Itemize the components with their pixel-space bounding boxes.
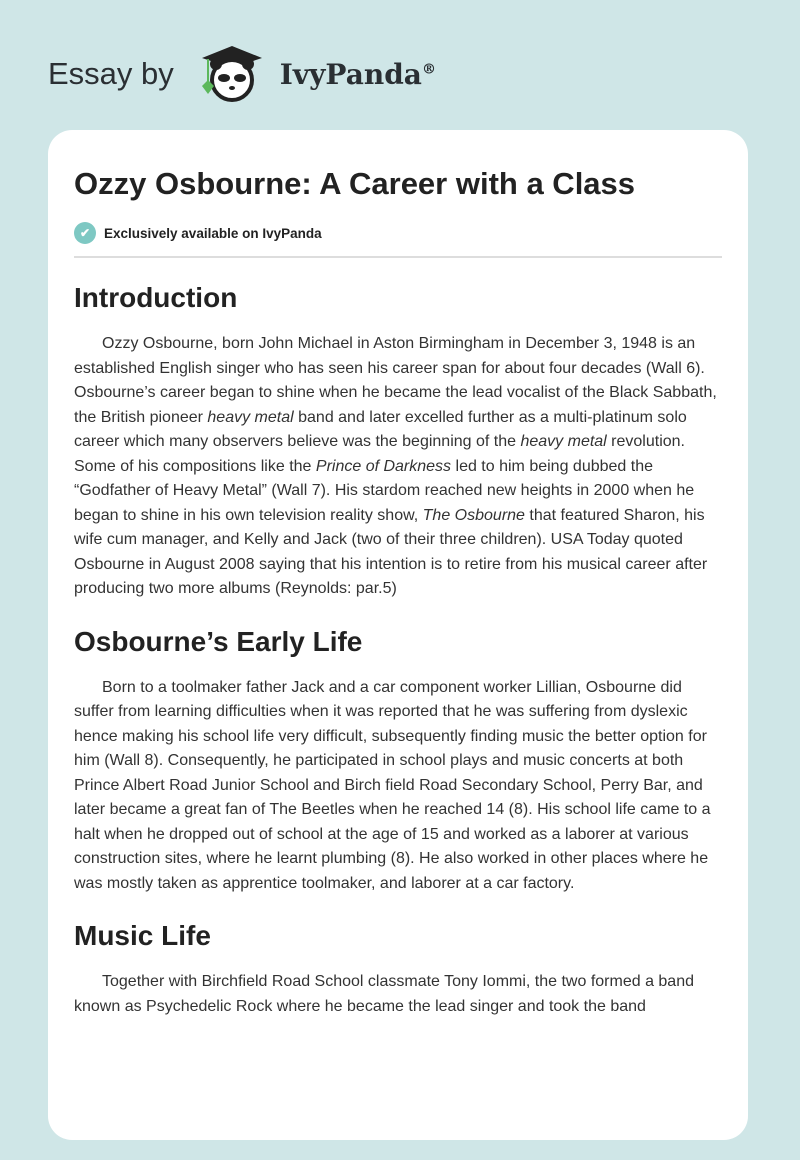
section-heading: Introduction xyxy=(74,282,238,313)
text-segment: revolution. Some of his compositions like the xyxy=(74,433,685,475)
section-heading: Music Life xyxy=(74,920,211,951)
page-title: Ozzy Osbourne: A Career with a Class xyxy=(74,166,636,201)
essay-card xyxy=(48,130,748,1140)
brand-header xyxy=(48,44,436,104)
divider xyxy=(74,256,722,258)
section-paragraph xyxy=(74,970,722,1019)
panda-logo-icon xyxy=(192,44,272,104)
essay-by-label: Essay by xyxy=(48,56,174,91)
badge-text: Exclusively available on IvyPanda xyxy=(104,225,322,241)
section-paragraph xyxy=(74,676,722,897)
essay-body xyxy=(74,280,722,1019)
brand-name xyxy=(280,58,436,91)
italic-text: heavy metal xyxy=(520,433,607,450)
text-segment: band and later excelled further as a multi-platinum solo career which many observers believe was the beginning of the xyxy=(74,408,687,450)
text-segment: Born to a toolmaker father Jack and a car component worker Lillian, Osbourne did suffer from learning difficulties when it was reported that he was suffering from dyslexic hence making his school life very difficult, subsequently finding music the better option for him (Wall 8). Consequently, he participated in school plays and music concerts at both Prince Albert Road Junior School and Birch field Road Secondary School, Perry Bar, and later became a great fan of The Beetles when he reached 14 (8). His school life came to a halt when he dropped out of school at the age of 15 and worked as a laborer at various construction sites, where he learnt plumbing (8). He also worked in other places where he was mostly taken as apprentice toolmaker, and laborer at a car factory. xyxy=(74,678,711,892)
brand-text: IvyPanda xyxy=(279,57,422,91)
section-paragraph xyxy=(74,332,722,602)
section-heading: Osbourne’s Early Life xyxy=(74,625,363,657)
exclusive-badge xyxy=(74,222,722,244)
check-icon: ✔ xyxy=(74,222,96,244)
italic-text: Prince of Darkness xyxy=(315,457,452,475)
text-segment: that featured Sharon, his wife cum manager, and Kelly and Jack (two of their three children). USA Today quoted Osbourne in August 2008 saying that his intention is to retire from his musical career after producing two more albums (Reynolds: par.5) xyxy=(74,506,708,597)
text-segment: Ozzy Osbourne, born John Michael in Aston Birmingham in December 3, 1948 is an established English singer who has seen his career span for about four decades (Wall 6). Osbourne’s career began to shine when he became the lead vocalist of the Black Sabbath, the British pioneer xyxy=(74,335,717,426)
italic-text: heavy metal xyxy=(207,408,294,426)
text-segment: Together with Birchfield Road School classmate Tony Iommi, the two formed a band known as Psychedelic Rock where he became the lead singer and took the band xyxy=(74,973,694,1015)
registered-mark: ® xyxy=(421,61,436,78)
italic-text: The Osbourne xyxy=(422,506,525,524)
text-segment: led to him being dubbed the “Godfather of Heavy Metal” (Wall 7). His stardom reached new heights in 2000 when he began to shine in his own television reality show, xyxy=(74,457,695,524)
